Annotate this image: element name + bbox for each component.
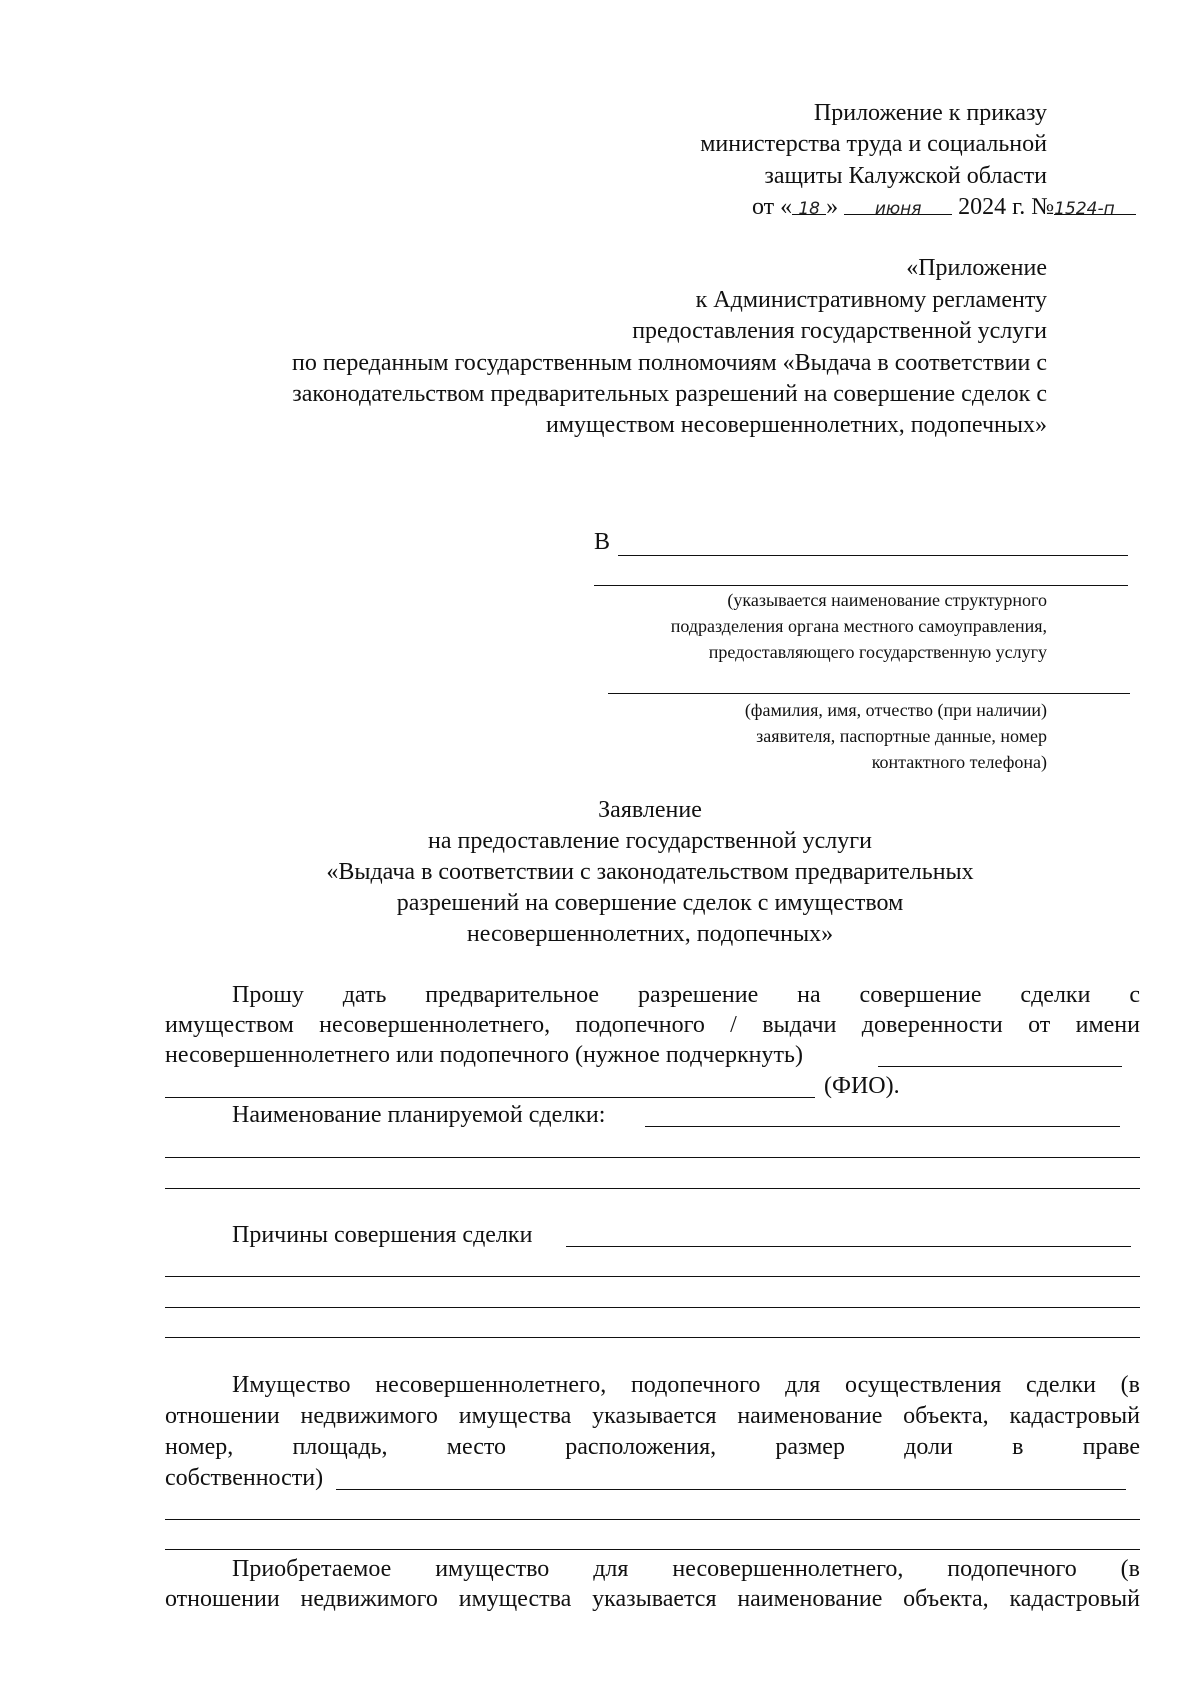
reg-line-5: законодательством предварительных разрешений на совершение сделок с — [292, 381, 1047, 407]
date-month-handwritten: июня — [874, 199, 922, 219]
deal-name-label: Наименование планируемой сделки: — [232, 1102, 606, 1128]
deal-name-blank-2 — [165, 1157, 1140, 1158]
p3-blank-3 — [165, 1549, 1140, 1550]
addressee-line-2 — [594, 585, 1128, 586]
date-prefix: от « — [752, 194, 793, 220]
reasons-blank-1 — [566, 1246, 1131, 1247]
addressee-hint-1-line-2: подразделения органа местного самоуправления, — [670, 616, 1047, 636]
p1-line-2: имуществом несовершеннолетнего, подопечного / выдачи доверенности от имени — [165, 1012, 1140, 1038]
date-day-field — [792, 192, 826, 219]
p1-line-4: (ФИО). — [824, 1073, 900, 1099]
applicant-hint-line-2: заявителя, паспортные данные, номер — [756, 726, 1047, 746]
statement-subtitle-3: разрешений на совершение сделок с имуществом — [396, 890, 904, 916]
reasons-blank-3 — [165, 1307, 1140, 1308]
annex-line-2: министерства труда и социальной — [700, 131, 1047, 157]
deal-name-blank-1 — [645, 1126, 1120, 1127]
p4-line-2: отношении недвижимого имущества указывается наименование объекта, кадастровый — [165, 1586, 1140, 1612]
applicant-hint-line-3: контактного телефона) — [871, 752, 1047, 772]
date-day-handwritten: 18 — [798, 199, 820, 219]
p1-name-blank-1 — [878, 1066, 1122, 1067]
date-mid: » — [826, 194, 839, 220]
p4-line-1: Приобретаемое имущество для несовершеннолетнего, подопечного (в — [232, 1556, 1140, 1582]
reg-line-2: к Административному регламенту — [695, 287, 1047, 313]
statement-subtitle-1: на предоставление государственной услуги — [428, 828, 872, 854]
date-year: 2024 г. № — [958, 194, 1055, 220]
annex-date-line — [752, 192, 1136, 222]
p3-blank-1 — [336, 1489, 1126, 1490]
statement-subtitle-2: «Выдача в соответствии с законодательством предварительных — [326, 859, 974, 885]
order-number-handwritten: 1524-п — [1054, 199, 1115, 219]
applicant-line — [608, 693, 1130, 694]
annex-line-3: защиты Калужской области — [764, 163, 1047, 189]
reg-line-4: по переданным государственным полномочиям «Выдача в соответствии с — [291, 350, 1047, 376]
reasons-blank-4 — [165, 1337, 1140, 1338]
p3-blank-2 — [165, 1519, 1140, 1520]
p1-name-blank-2 — [165, 1097, 815, 1098]
p3-line-2: отношении недвижимого имущества указывается наименование объекта, кадастровый — [165, 1403, 1140, 1429]
statement-subtitle-4: несовершеннолетних, подопечных» — [466, 921, 834, 947]
addressee-hint-1-line-1: (указывается наименование структурного — [727, 590, 1047, 610]
order-number-field — [1054, 192, 1136, 219]
reg-line-3: предоставления государственной услуги — [632, 318, 1047, 344]
reasons-label: Причины совершения сделки — [232, 1222, 533, 1248]
p1-line-1: Прошу дать предварительное разрешение на совершение сделки с — [232, 982, 1140, 1008]
annex-line-1: Приложение к приказу — [813, 100, 1047, 126]
date-month-field — [844, 192, 952, 219]
reg-line-6: имуществом несовершеннолетних, подопечных» — [546, 412, 1047, 438]
p1-line-3: несовершеннолетнего или подопечного (нужное подчеркнуть) — [165, 1042, 803, 1068]
addressee-line-1 — [618, 555, 1128, 556]
p3-line-3: номер, площадь, место расположения, размер доли в праве — [165, 1434, 1140, 1460]
reasons-blank-2 — [165, 1276, 1140, 1277]
p3-line-1: Имущество несовершеннолетнего, подопечного для осуществления сделки (в — [232, 1372, 1140, 1398]
p3-line-4: собственности) — [165, 1465, 324, 1491]
statement-title: Заявление — [598, 797, 702, 823]
applicant-hint-line-1: (фамилия, имя, отчество (при наличии) — [744, 700, 1047, 720]
reg-line-1: «Приложение — [906, 255, 1047, 281]
deal-name-blank-3 — [165, 1188, 1140, 1189]
addressee-hint-1-line-3: предоставляющего государственную услугу — [708, 642, 1047, 662]
addressee-to-label: В — [594, 529, 611, 555]
